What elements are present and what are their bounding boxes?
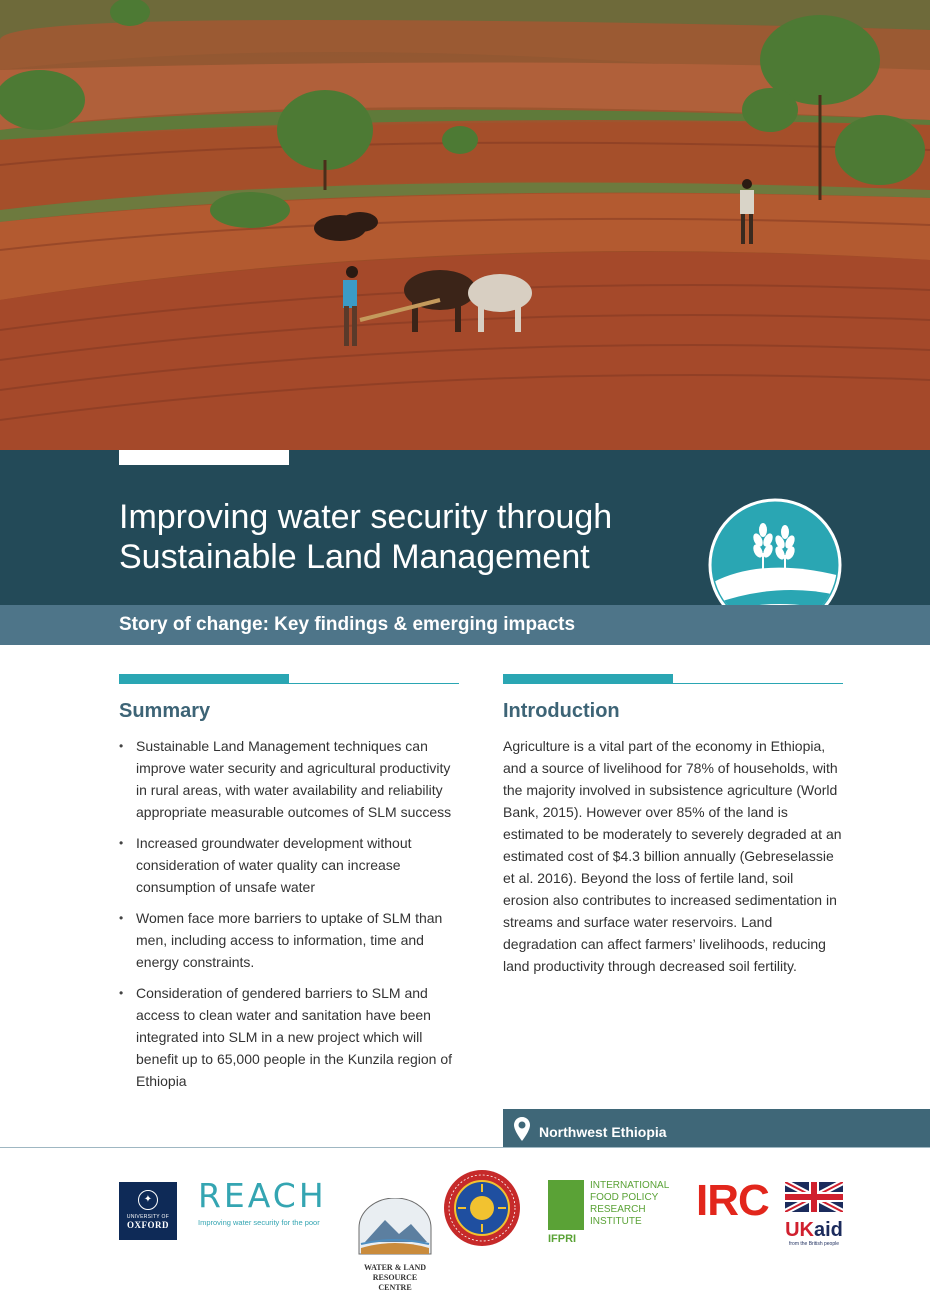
ukaid-logo — [784, 1182, 844, 1247]
oxford-logo — [119, 1182, 177, 1240]
ifpri-line3: RESEARCH — [590, 1204, 646, 1215]
wlrc-line1: WATER & LAND — [363, 1263, 427, 1272]
wlrc-line2: RESOURCE — [372, 1273, 418, 1282]
ifpri-line1: INTERNATIONAL — [590, 1180, 670, 1191]
wlrc-line3: CENTRE — [378, 1283, 412, 1292]
ukaid-aid: aid — [813, 1219, 843, 1241]
hero-photo — [0, 0, 930, 450]
aau-seal-icon — [442, 1168, 522, 1248]
summary-section — [119, 674, 459, 1101]
reach-logo-tagline: Improving water security for the poor — [198, 1218, 320, 1227]
location-label: Northwest Ethiopia — [539, 1124, 667, 1140]
summary-list — [119, 735, 459, 1092]
ukaid-tagline: from the British people — [788, 1241, 840, 1247]
irc-logo: IRC — [696, 1176, 769, 1225]
section-rule — [119, 674, 459, 684]
ifpri-abbr: IFPRI — [548, 1233, 577, 1245]
summary-heading: Summary — [119, 700, 211, 722]
page-title — [119, 497, 699, 577]
map-pin-icon — [513, 1116, 531, 1142]
title-accent-bar — [119, 450, 289, 465]
introduction-section — [503, 674, 843, 977]
introduction-heading: Introduction — [503, 700, 620, 722]
oxford-crest-icon: ✦ — [138, 1190, 158, 1210]
wlrc-logo — [355, 1198, 435, 1293]
wlrc-emblem-icon — [355, 1198, 435, 1258]
ifpri-line4: INSTITUTE — [590, 1216, 642, 1227]
union-flag-icon — [785, 1182, 843, 1212]
ifpri-line2: FOOD POLICY — [590, 1192, 659, 1203]
title-line-2: Sustainable Land Management — [119, 538, 590, 576]
ukaid-wordmark — [784, 1219, 844, 1241]
reach-logo — [198, 1178, 333, 1227]
hero-illustration — [0, 0, 930, 450]
introduction-text: Agriculture is a vital part of the economy in Ethiopia, and a source of livelihood for 78% of households, with the majority involved in subsistence agriculture (World Bank, 2015). However over 85% of the land is estimated to be moderately to severely degraded at an estimated cost of $4.3 billion annually (Gebreselassie et al. 2016). Beyond the loss of fertile land, soil erosion also contributes to increased sedimentation in streams and surface water reservoirs. Land degradation can affect farmers’ livelihoods, reducing land productivity through decreased soil fertility. — [503, 738, 842, 974]
title-line-1: Improving water security through — [119, 498, 613, 536]
summary-bullet: • Increased groundwater development without consideration of water quality can increase consumption of unsafe water — [119, 832, 459, 898]
oxford-logo-line1: UNIVERSITY OF — [126, 1214, 170, 1220]
page-subtitle: Story of change: Key findings & emerging impacts — [119, 614, 576, 635]
section-rule — [503, 674, 843, 684]
ukaid-uk: UK — [785, 1219, 814, 1241]
addis-ababa-university-logo — [442, 1168, 522, 1248]
summary-bullet: • Women face more barriers to uptake of SLM than men, including access to information, time and energy constraints. — [119, 907, 459, 973]
summary-bullet: • Consideration of gendered barriers to SLM and access to clean water and sanitation have been integrated into SLM in a new project which will benefit up to 65,000 people in the Kunzila region of Ethiopia — [119, 982, 459, 1092]
reach-logo-name: REACH — [198, 1176, 327, 1215]
summary-bullet: • Sustainable Land Management techniques can improve water security and agricultural productivity in rural areas, with water availability and reliability appropriate measurable outcomes of SLM success — [119, 735, 459, 823]
ifpri-fullname — [590, 1180, 680, 1228]
ifpri-mark-icon — [548, 1180, 584, 1230]
footer-divider — [0, 1147, 930, 1148]
oxford-logo-line2: OXFORD — [127, 1220, 169, 1230]
